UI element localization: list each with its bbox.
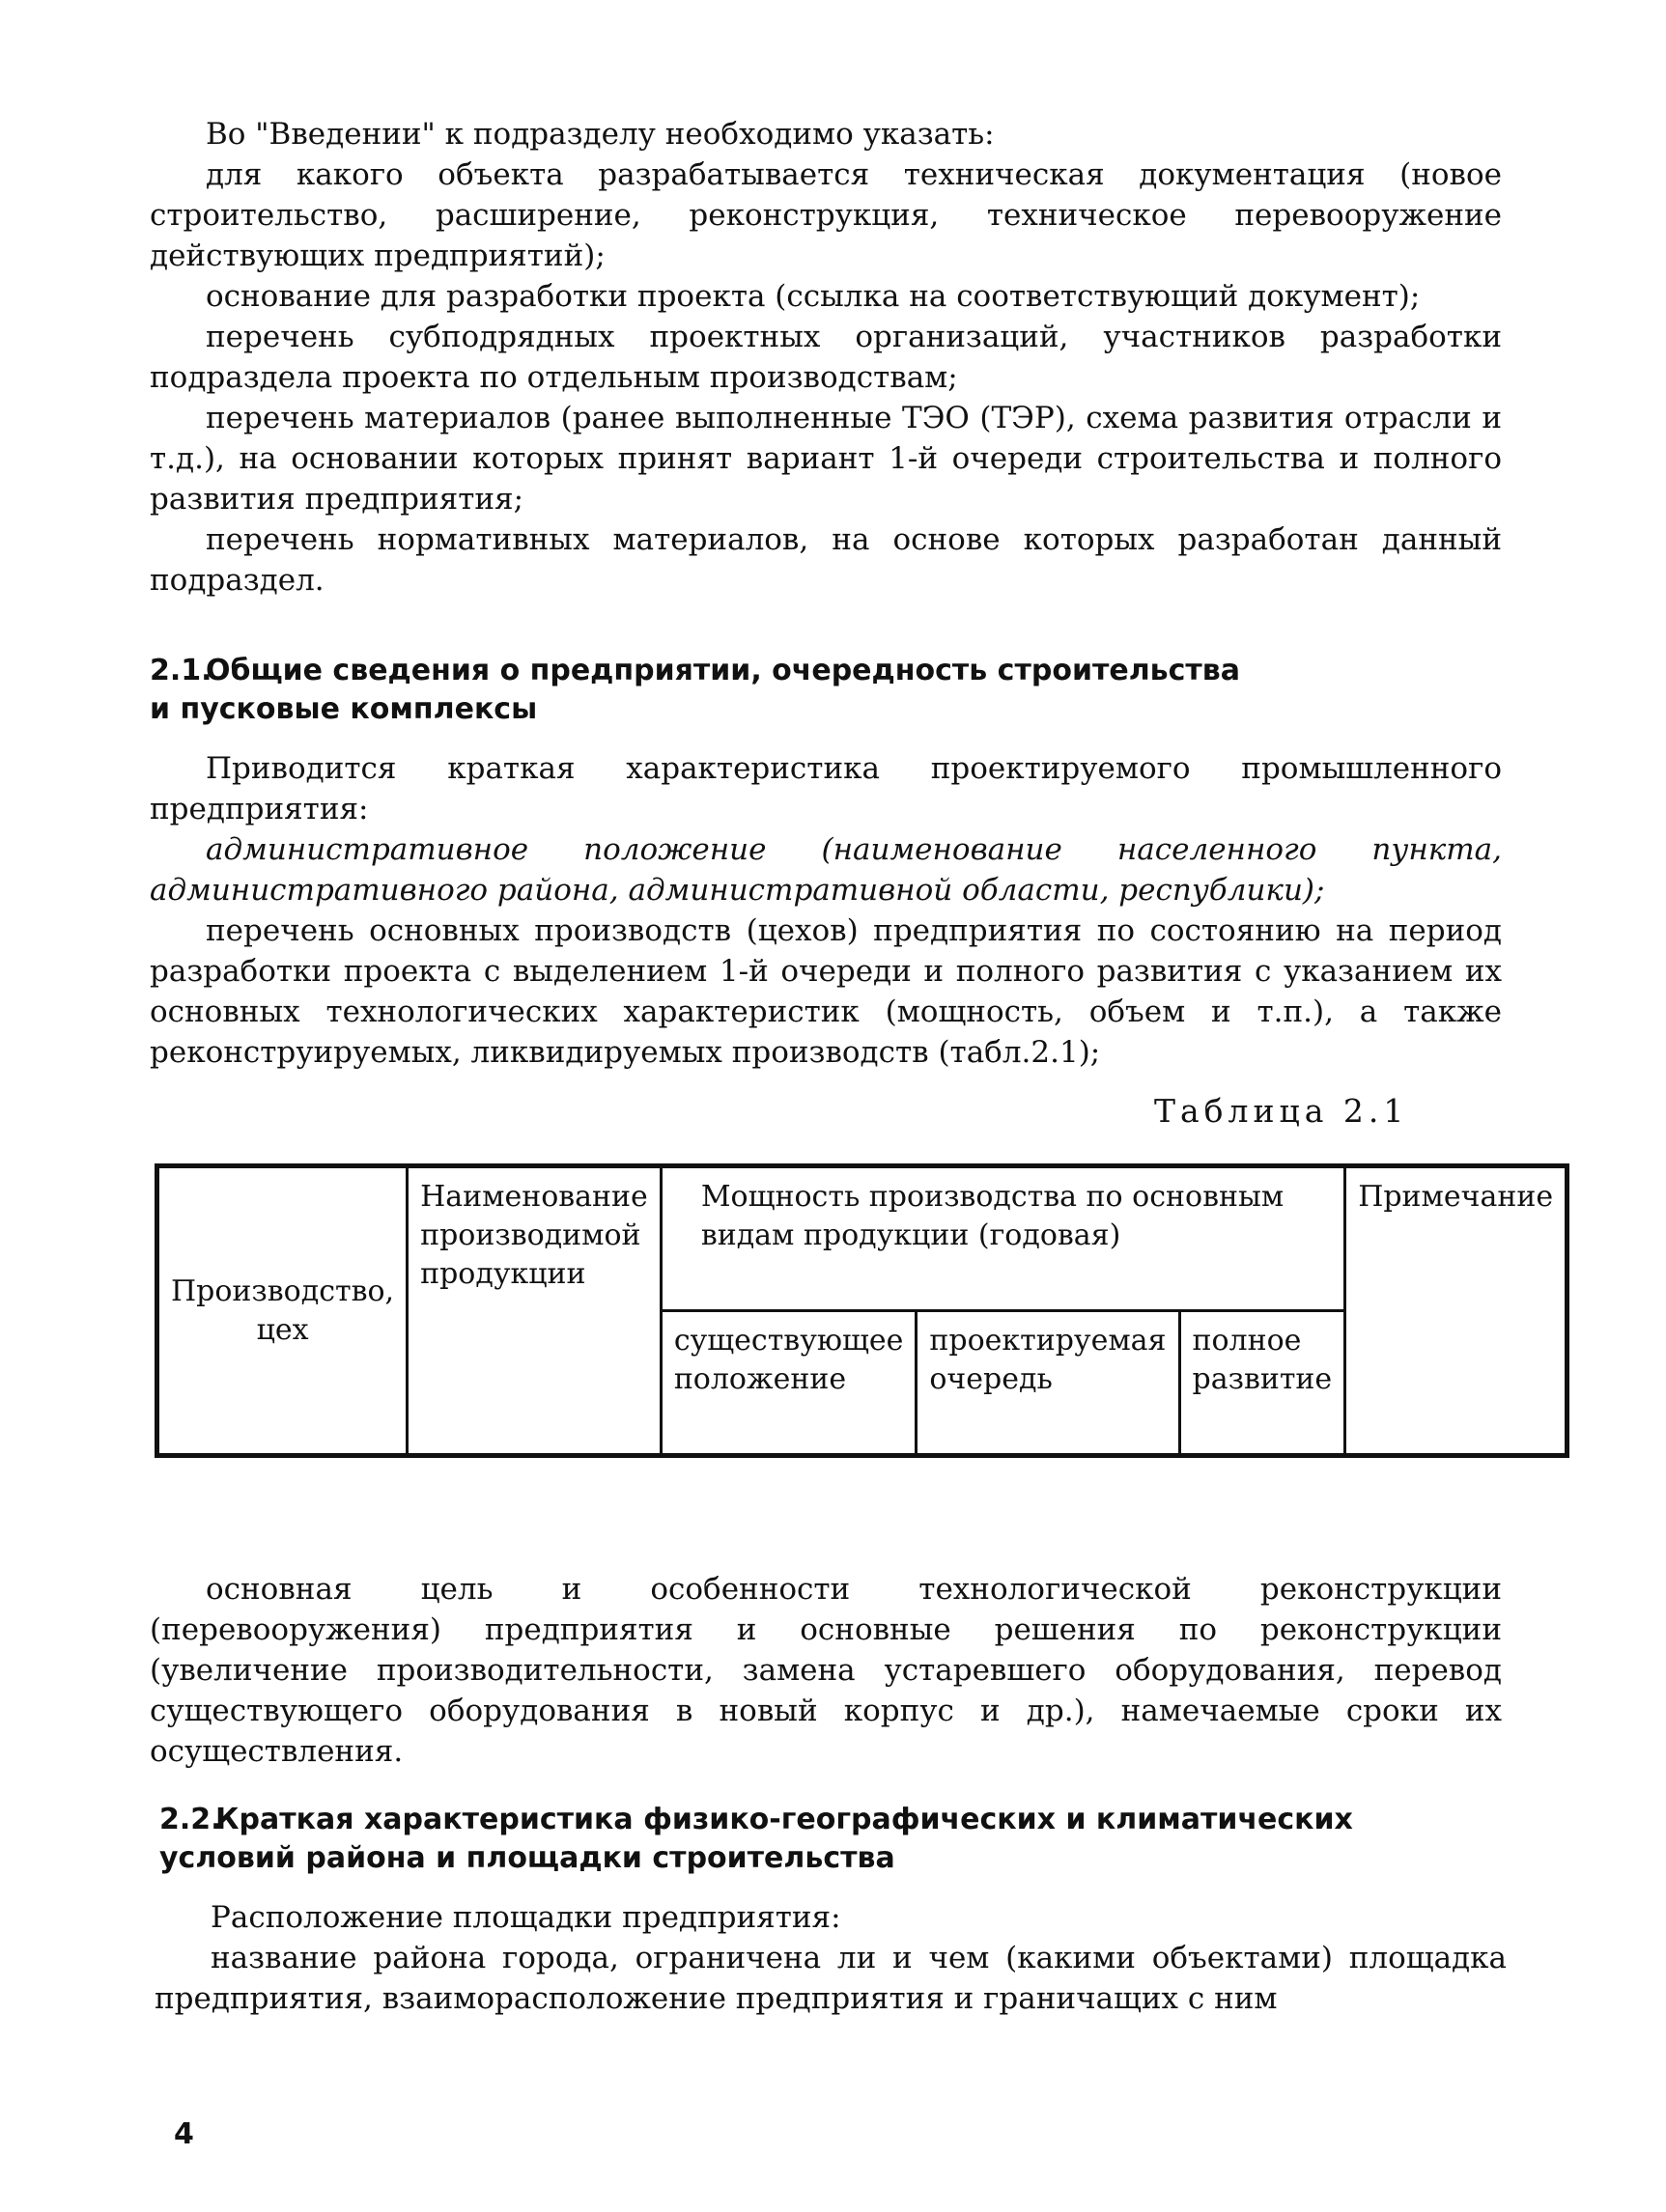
section-number: 2.2. <box>159 1803 222 1836</box>
intro-item: перечень нормативных материалов, на основе которых разработан данный подраздел. <box>150 522 1502 598</box>
page-number: 4 <box>174 2117 194 2151</box>
after-table-text: основная цель и особенности технологической реконструкции (перевооружения) предприятия и основные решения по реконструкции (увеличение производительности, замена устаревшего оборудования, перевод существующего оборудования в новый корпус и др.), намечаемые сроки их осуществления. <box>150 1572 1502 1769</box>
intro-item: для какого объекта разрабатывается техническая документация (новое строительство, расширение, реконструкция, техническое перевооружение действующих предприятий); <box>150 157 1502 273</box>
section-item: административное положение (наименование населенного пункта, административного района, административной области, республики); <box>150 832 1502 908</box>
section-lead: Расположение площадки предприятия: <box>211 1900 841 1935</box>
intro-item: перечень субподрядных проектных организаций, участников разработки подраздела проекта по отдельным производствам; <box>150 320 1502 395</box>
intro-lead: Во "Введении" к подразделу необходимо указать: <box>206 117 995 152</box>
section-2-1-heading <box>150 652 1502 729</box>
section-item: перечень основных производств (цехов) предприятия по состоянию на период разработки проекта с выделением 1-й очереди и полного развития с указанием их основных технологических характеристик (мощность, объем и т.п.), а также реконструируемых, ликвидируемых производств (табл.2.1); <box>150 913 1502 1070</box>
section-title: Общие сведения о предприятии, очередность строительства <box>206 654 1241 687</box>
table-subheader-existing: существующее положение <box>661 1311 917 1456</box>
section-lead: Приводится краткая характеристика проектируемого промышленного предприятия: <box>150 751 1502 826</box>
table-header-production: Производство, цех <box>157 1166 408 1456</box>
section-title-cont: условий района и площадки строительства <box>159 1841 895 1875</box>
intro-item: перечень материалов (ранее выполненные ТЭО (ТЭР), схема развития отрасли и т.д.), на основании которых принят вариант 1-й очереди строительства и полного развития предприятия; <box>150 401 1502 517</box>
table-subheader-full: полное развитие <box>1179 1311 1345 1456</box>
intro-item: основание для разработки проекта (ссылка на соответствующий документ); <box>206 279 1421 314</box>
table-caption: Таблица 2.1 <box>1154 1092 1409 1130</box>
table-header-product-name: Наименование производимой продукции <box>408 1166 662 1456</box>
intro-block <box>150 114 1502 601</box>
table-header-capacity: Мощность производства по основным видам продукции (годовая) <box>661 1166 1344 1311</box>
after-table-block <box>150 1569 1502 1772</box>
table-subheader-designed: проектируемая очередь <box>917 1311 1179 1456</box>
section-title-cont: и пусковые комплексы <box>150 692 538 726</box>
section-item: название района города, ограничена ли и чем (какими объектами) площадка предприятия, взаиморасположение предприятия и граничащих с ним <box>155 1941 1507 2016</box>
section-2-1-body <box>150 748 1502 1073</box>
section-2-2-body <box>155 1897 1507 2019</box>
table-header-note: Примечание <box>1345 1166 1567 1456</box>
section-2-2-heading <box>159 1801 1511 1878</box>
section-number: 2.1. <box>150 654 212 687</box>
section-title: Краткая характеристика физико-географических и климатических <box>215 1803 1353 1836</box>
capacity-table <box>155 1163 1569 1458</box>
